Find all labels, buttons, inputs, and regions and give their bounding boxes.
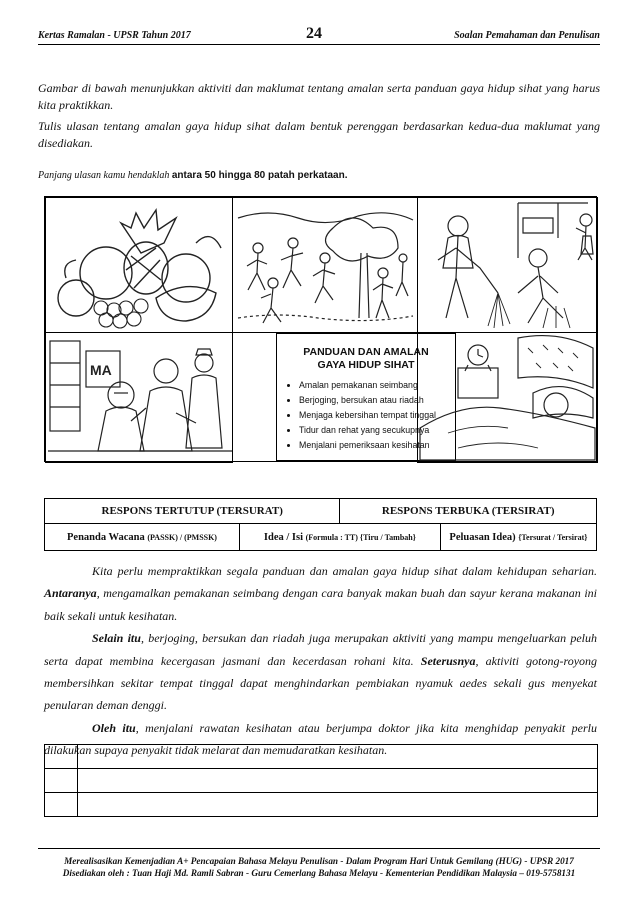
page-header bbox=[38, 22, 600, 45]
instruction-length bbox=[38, 170, 348, 181]
guidance-item: • Berjoging, bersukan atau riadah bbox=[299, 393, 455, 408]
page-number: 24 bbox=[306, 25, 322, 42]
answer-p2-marker1: Selain itu bbox=[92, 631, 141, 646]
footer-line-2: Disediakan oleh : Tuan Haji Md. Ramli Sabran - Guru Cemerlang Bahasa Melayu - Kementerian Pendidikan Malaysia – 019-5758131 bbox=[62, 868, 576, 878]
writing-lines bbox=[44, 744, 598, 817]
answer-paragraph-1 bbox=[44, 560, 597, 627]
answer-p1-body: , mengamalkan pemakanan seimbang dengan cara banyak makan buah dan sayur kerana makanan ini baik sekali untuk kesihatan. bbox=[44, 586, 597, 623]
line-number-cell bbox=[45, 769, 78, 793]
answer-text bbox=[44, 560, 597, 762]
cleaning-illustration bbox=[417, 197, 598, 333]
header-left: Kertas Ramalan - UPSR Tahun 2017 bbox=[38, 30, 191, 41]
line-input-cell[interactable] bbox=[78, 745, 598, 769]
footer-line-1: Merealisasikan Kemenjadian A+ Pencapaian Bahasa Melayu Penulisan - Dalam Program Hari Untuk Gemilang (HUG) - UPSR 2017 bbox=[64, 856, 574, 866]
writing-line bbox=[45, 745, 598, 769]
answer-p1-intro: Kita perlu mempraktikkan segala panduan dan amalan gaya hidup sihat dalam kehidupan seharian. bbox=[92, 564, 597, 578]
elaboration-cell bbox=[440, 524, 596, 551]
svg-text:MA: MA bbox=[90, 362, 112, 378]
line-number-cell bbox=[45, 793, 78, 817]
instruction-paragraph-1: Gambar di bawah menunjukkan aktiviti dan maklumat tentang amalan serta panduan gaya hidup sihat yang harus kita praktikkan. bbox=[38, 81, 600, 112]
answer-p3-body: , menjalani rawatan kesihatan atau berjumpa doktor jika kita menghidap penyakit perlu dilakukan supaya penyakit tidak melarat dan memudaratkan kesihatan. bbox=[44, 720, 597, 758]
idea-label: Idea / Isi bbox=[263, 531, 303, 543]
guidance-item: • Menjaga kebersihan tempat tinggal bbox=[299, 408, 455, 423]
idea-cell bbox=[240, 524, 441, 551]
answer-paragraph-2 bbox=[44, 627, 597, 717]
guidance-item: • Menjalani pemeriksaan kesihatan bbox=[299, 438, 455, 453]
page-footer bbox=[38, 848, 600, 879]
open-response-header: RESPONS TERBUKA (TERSIRAT) bbox=[340, 499, 597, 524]
sleeping-illustration bbox=[417, 332, 598, 463]
instruction-paragraph-2: Tulis ulasan tentang amalan gaya hidup sihat dalam bentuk perenggan berdasarkan kedua-dua maklumat yang disediakan. bbox=[38, 119, 600, 150]
jogging-park-illustration bbox=[232, 197, 418, 333]
discourse-marker-sub: (PASSK) / (PMSSK) bbox=[147, 532, 217, 542]
instruction-length-range: antara 50 hingga 80 patah perkataan. bbox=[171, 170, 348, 181]
idea-sub: (Formula : TT) {Tiru / Tambah} bbox=[305, 532, 416, 542]
elaboration-sub: {Tersurat / Tersirat} bbox=[518, 532, 588, 542]
line-input-cell[interactable] bbox=[78, 793, 598, 817]
line-input-cell[interactable] bbox=[78, 769, 598, 793]
header-right: Soalan Pemahaman dan Penulisan bbox=[454, 30, 600, 41]
writing-line bbox=[45, 769, 598, 793]
writing-line bbox=[45, 793, 598, 817]
instruction-length-text: Panjang ulasan kamu hendaklah bbox=[38, 170, 170, 181]
doctor-checkup-illustration bbox=[45, 332, 233, 463]
answer-p2-body1: , berjoging, bersukan dan riadah juga merupakan aktiviti yang mampu mengeluarkan peluh serta dapat membina kecergasan jasmani dan kecerdasan rohani kita. bbox=[44, 631, 597, 668]
discourse-marker-cell bbox=[45, 524, 240, 551]
closed-response-header: RESPONS TERTUTUP (TERSURAT) bbox=[45, 499, 340, 524]
answer-p3-marker: Oleh itu bbox=[92, 720, 136, 735]
answer-p2-marker2: Seterusnya bbox=[420, 653, 476, 668]
picture-grid bbox=[44, 196, 597, 462]
line-number-cell bbox=[45, 745, 78, 769]
fruits-illustration bbox=[45, 197, 233, 333]
discourse-marker-label: Penanda Wacana bbox=[67, 531, 145, 543]
guidance-item: • Tidur dan rehat yang secukupnya bbox=[299, 423, 455, 438]
elaboration-label: Peluasan Idea) bbox=[449, 531, 516, 543]
guidance-item: • Amalan pemakanan seimbang bbox=[299, 378, 455, 393]
answer-p2-body2: , aktiviti gotong-royong membersihkan sekitar tempat tinggal dapat menghindarkan pembiakan nyamuk aedes sekali gus menyekat penularan deman denggi. bbox=[44, 653, 598, 713]
answer-p1-marker: Antaranya bbox=[44, 586, 97, 601]
response-table bbox=[44, 498, 597, 551]
guidance-title-line1: PANDUAN DAN AMALAN bbox=[303, 346, 429, 358]
guidance-title-line2: GAYA HIDUP SIHAT bbox=[317, 359, 415, 371]
